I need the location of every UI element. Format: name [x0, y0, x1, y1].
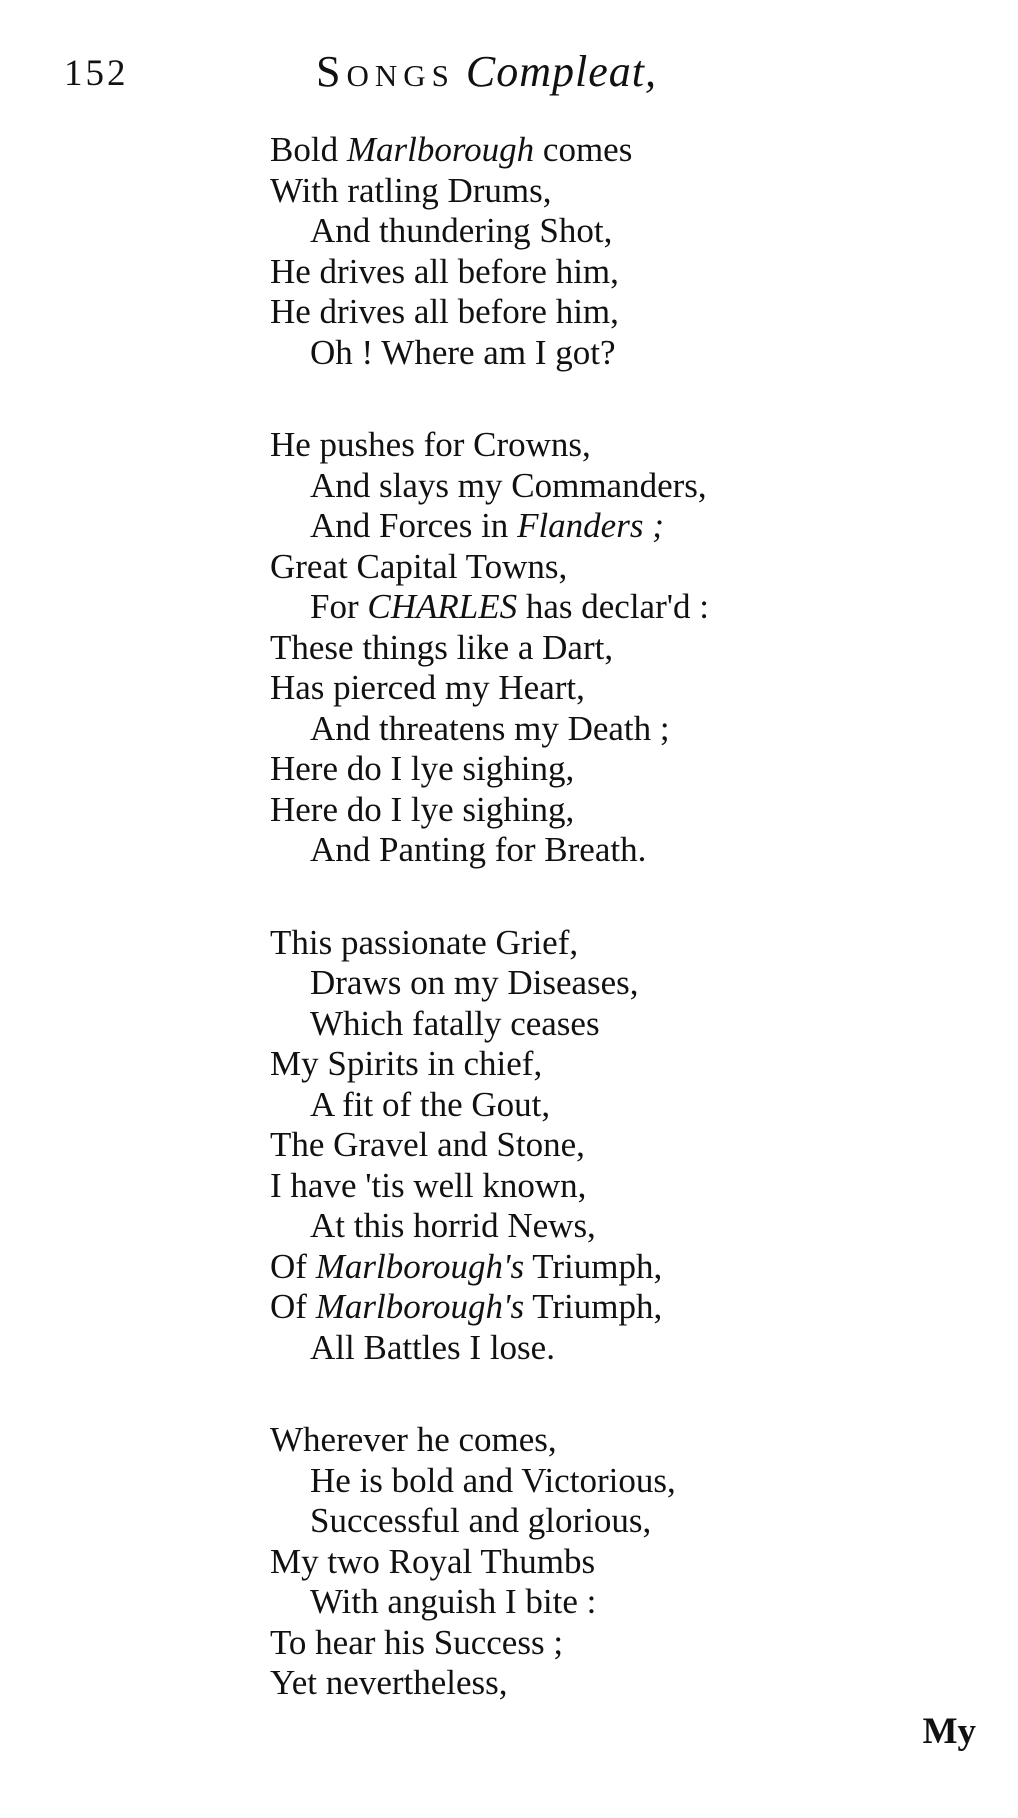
line-text: A fit of the Gout, [310, 1084, 551, 1124]
line-text: Wherever he comes, [270, 1420, 557, 1459]
line-text: He drives all before him, [270, 292, 619, 331]
page-number: 152 [64, 53, 129, 94]
poem-line [270, 709, 990, 750]
poem-line [270, 547, 990, 588]
poem-line [270, 1623, 990, 1664]
poem-line [270, 790, 990, 831]
line-text: Successful and glorious, [310, 1501, 652, 1540]
poem-line [270, 1501, 990, 1542]
line-text: All Battles I lose. [310, 1327, 555, 1367]
poem-line [270, 1582, 990, 1623]
line-text: And Forces in [310, 506, 518, 545]
poem-line [270, 292, 990, 333]
line-italic-text: CHARLES [367, 587, 518, 626]
poem-line [270, 1663, 990, 1704]
line-text: And thundering Shot, [310, 211, 613, 250]
line-text-after: comes [534, 130, 633, 169]
poem-line [270, 830, 990, 871]
line-text: My two Royal Thumbs [270, 1541, 596, 1581]
line-text: These things like a Dart, [270, 627, 614, 667]
poem-line [270, 1085, 990, 1126]
line-text: Has pierced my Heart, [270, 668, 585, 707]
poem-line [270, 1420, 990, 1461]
poem-line [270, 1287, 990, 1328]
poem-line [270, 923, 990, 964]
line-text: He is bold and Victorious, [310, 1460, 676, 1500]
line-italic-text: Marlborough [346, 130, 535, 169]
line-text: Which fatally ceases [310, 1003, 600, 1043]
running-head-title: Songs [316, 47, 455, 96]
line-text: To hear his Success ; [270, 1622, 564, 1662]
line-text: Great Capital Towns, [270, 546, 568, 586]
line-text: And slays my Commanders, [310, 465, 707, 505]
poem-line [270, 1166, 990, 1207]
line-text: Here do I lye sighing, [270, 749, 575, 788]
poem-line [270, 749, 990, 790]
poem-line [270, 211, 990, 252]
running-head-italic: Compleat, [465, 47, 657, 96]
poem-line [270, 130, 990, 171]
poem-line [270, 668, 990, 709]
line-text: Draws on my Diseases, [310, 963, 639, 1002]
poem-line [270, 1247, 990, 1288]
line-text: And Panting for Breath. [310, 830, 647, 869]
running-head [316, 46, 657, 97]
line-text: The Gravel and Stone, [270, 1125, 585, 1164]
line-text: He drives all before him, [270, 251, 619, 291]
line-italic-text: Marlborough's [315, 1287, 525, 1326]
poem-line [270, 1206, 990, 1247]
line-text: Yet nevertheless, [270, 1663, 508, 1702]
stanza [270, 130, 990, 373]
poem-line [270, 1461, 990, 1502]
line-text: With ratling Drums, [270, 170, 552, 210]
line-text: And threatens my Death ; [310, 708, 670, 748]
poem-line [270, 506, 990, 547]
poem-body [270, 130, 990, 1756]
poem-line [270, 628, 990, 669]
line-text: Oh ! Where am I got? [310, 332, 616, 372]
line-text-after: Triumph, [524, 1287, 663, 1326]
line-text-after: Triumph, [524, 1246, 663, 1286]
line-text: My Spirits in chief, [270, 1044, 543, 1083]
poem-line [270, 333, 990, 374]
line-text: This passionate Grief, [270, 922, 579, 962]
line-text-after: has declar'd : [517, 587, 710, 626]
stanza [270, 1420, 990, 1704]
poem-line [270, 171, 990, 212]
poem-line [270, 963, 990, 1004]
poem-line [270, 1004, 990, 1045]
stanza [270, 425, 990, 871]
line-text: I have 'tis well known, [270, 1165, 587, 1205]
poem-line [270, 1125, 990, 1166]
stanza [270, 923, 990, 1369]
line-italic-text: Marlborough's [315, 1246, 525, 1286]
line-text: With anguish I bite : [310, 1582, 597, 1621]
catchword: My [922, 1711, 976, 1752]
poem-line [270, 1328, 990, 1369]
line-text: He pushes for Crowns, [270, 425, 591, 464]
line-italic-text: Flanders ; [517, 506, 664, 545]
poem-line [270, 1044, 990, 1085]
line-text: Here do I lye sighing, [270, 789, 575, 829]
poem-line [270, 466, 990, 507]
line-text: Bold [270, 130, 347, 169]
line-text: At this horrid News, [310, 1206, 596, 1245]
line-text: For [310, 587, 368, 626]
line-text: Of [270, 1287, 316, 1326]
poem-line [270, 587, 990, 628]
poem-line [270, 425, 990, 466]
line-text: Of [270, 1246, 316, 1286]
poem-line [270, 1542, 990, 1583]
poem-line [270, 252, 990, 293]
